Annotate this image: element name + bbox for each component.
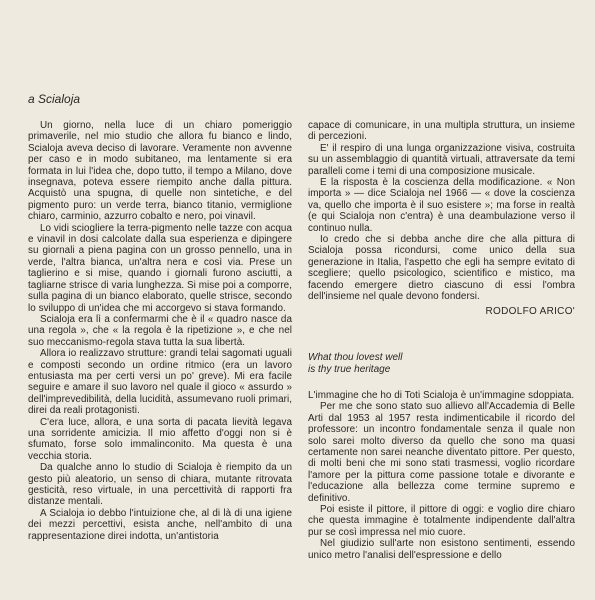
right-bottom-paragraph-3: Poi esiste il pittore, il pittore di oggi: e voglio dire chiaro che questa immagine è totalmente indipendente dall'altra pur se così impressa nel mio cuore. xyxy=(308,504,575,538)
left-paragraph-5: C'era luce, allora, e una sorta di pacata lievità legava una sorridente amicizia. Il mio affetto d'oggi non si è sfumato, forse solo immalinconito. Ma questa è una vecchia storia. xyxy=(28,416,292,462)
epigraph-line-2: is thy true heritage xyxy=(308,364,391,375)
right-bottom-paragraph-1: L'immagine che ho di Toti Scialoja è un'immagine sdoppiata. xyxy=(308,390,575,401)
section-heading: a Scialoja xyxy=(28,92,81,106)
left-paragraph-6: Da qualche anno lo studio di Scialoja è riempito da un gesto più aleatorio, un senso di chiara, mutante ritrovata gesticità, reso virtuale, in una percettività di rapporti fra distanze mentali. xyxy=(28,462,292,508)
epigraph-line-1: What thou lovest well xyxy=(308,352,403,363)
right-column-bottom xyxy=(308,390,575,561)
left-paragraph-2: Lo vidi sciogliere la terra-pigmento nelle tazze con acqua e vinavil in dosi calcolate dalla sua esperienza e dipingere su giornali a piena pagina con un grosso pennello, una in verde, l'altra bianca, un'altra nera e così via. Prese un taglierino e si mise, quando i giornali furono asciutti, a tagliarne strisce di varia lunghezza. Si mise poi a comporre, sulla pagina di un bianco elaborato, quelle strisce, secondo lo sviluppo di un'idea che mi accorgevo si stava formando. xyxy=(28,222,292,314)
right-bottom-paragraph-4: Nel giudizio sull'arte non esistono sentimenti, essendo unico metro l'analisi dell'espressione e dello xyxy=(308,538,575,561)
left-paragraph-4: Allora io realizzavo strutture: grandi telai sagomati uguali e composti secondo un ordine ritmico (era un lavoro entusiasta ma per certi versi un po' greve). Mi era facile seguire e amare il suo lavoro nel quale il gioco « assurdo » dell'imprevedibilità, della lucidità, assumevano ruoli primari, direi da reali protagonisti. xyxy=(28,348,292,417)
right-paragraph-2: E' il respiro di una lunga organizzazione visiva, costruita su un assemblaggio di quantità virtuali, attraversate da temi paralleli come i temi di una composizione musicale. xyxy=(308,142,575,177)
right-bottom-paragraph-2: Per me che sono stato suo allievo all'Accademia di Belle Arti dal 1953 al 1957 resta indimenticabile il ricordo del professore: un incontro fondamentale senza il quale non solo sarei molto diverso da quello che sono ma quasi certamente non sarei neanche diventato pittore. Per questo, di molti beni che mi sono stati trasmessi, voglio ricordare l'amore per la pittura come passione totale e divorante e l'educazione alla bellezza come termine supremo e definitivo. xyxy=(308,401,575,504)
right-paragraph-1: capace di comunicare, in una multipla struttura, un insieme di percezioni. xyxy=(308,120,575,143)
left-column xyxy=(28,120,292,542)
left-paragraph-3: Scialoja era lì a confermarmi che è il « quadro nasce da una regola », che « la regola è la ripetizione », e che nel suo meccanismo-regola stava tutta la sua libertà. xyxy=(28,313,292,348)
left-paragraph-1: Un giorno, nella luce di un chiaro pomeriggio primaverile, nel mio studio che allora fu bianco e lindo, Scialoja aveva deciso di lavorare. Veramente non avvenne per caso e in modo subitaneo, ma lentamente si era formata in lui l'idea che, dopo tutto, il tempo a Milano, dove insegnava, poteva essere riempito anche dalla pittura. Acquistò una spugna, di quelle non sintetiche, e del pigmento puro: un verde terra, bianco titanio, vermiglione chiaro, carminio, azzurro cobalto e nero, poi vinavil. xyxy=(28,120,292,223)
author-signature: RODOLFO ARICO' xyxy=(485,305,575,317)
right-paragraph-4: Io credo che si debba anche dire che alla pittura di Scialoja possa ricondursi, come unico della sua generazione in Italia, l'aspetto che egli ha sempre evitato di scegliere; quello psicologico, scientifico e mistico, ma facendo emergere dietro ciascuno di essi l'ombra dell'insieme nel quale devono fondersi. xyxy=(308,234,575,303)
right-paragraph-3: E la risposta è la coscienza della modificazione. « Non importa » — dice Scialoja nel 1966 — « dove la coscienza va, quello che importa è il suo esistere »; ma forse in realtà (e qui Scialoja non c'entra) è una deambulazione verso il continuo nulla. xyxy=(308,177,575,234)
right-column-top xyxy=(308,120,575,317)
epigraph xyxy=(308,352,575,376)
left-paragraph-7: A Scialoja io debbo l'intuizione che, al di là di una igiene dei mezzi percettivi, esista anche, nell'ambito di una rappresentazione direi indotta, un'antistoria xyxy=(28,507,292,542)
